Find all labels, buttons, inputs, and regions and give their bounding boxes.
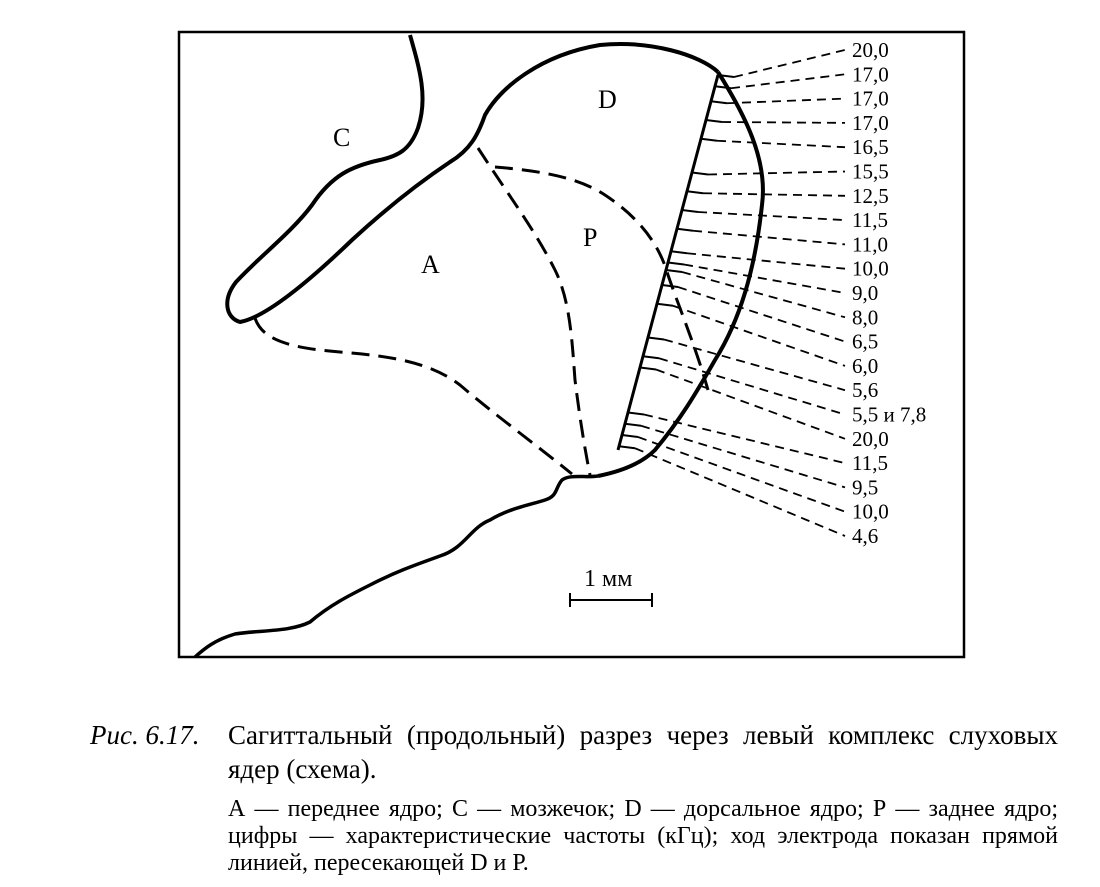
frequency-leader-line bbox=[734, 50, 845, 77]
frequency-leader-line bbox=[638, 437, 845, 512]
frequency-label: 9,0 bbox=[852, 281, 879, 305]
cerebellum-boundary bbox=[227, 35, 718, 322]
frequency-label: 17,0 bbox=[852, 110, 889, 135]
recording-site-mark bbox=[671, 251, 687, 253]
recording-site-mark bbox=[643, 356, 659, 358]
brainstem-boundary bbox=[195, 476, 598, 657]
frequency-leader-line bbox=[656, 370, 845, 439]
nuclei-outer-contour bbox=[598, 72, 763, 476]
recording-site-mark bbox=[701, 139, 717, 141]
recording-site-mark bbox=[625, 424, 641, 426]
recording-site-mark bbox=[682, 210, 698, 212]
region-label-C: C bbox=[333, 123, 351, 152]
recording-site-mark bbox=[711, 101, 727, 103]
frequency-labels bbox=[852, 38, 926, 548]
frequency-label: 6,0 bbox=[852, 353, 879, 378]
frequency-label: 4,6 bbox=[852, 524, 879, 548]
frequency-label: 8,0 bbox=[852, 305, 879, 330]
recording-site-mark bbox=[666, 270, 682, 272]
frequency-leader-line bbox=[717, 141, 845, 147]
recording-site-mark bbox=[677, 229, 693, 231]
frequency-label: 5,6 bbox=[852, 378, 879, 403]
frequency-leader-lines bbox=[619, 50, 845, 536]
frequency-label: 12,5 bbox=[852, 183, 889, 208]
frequency-label: 11,0 bbox=[852, 232, 888, 257]
dashed-boundary-D-P bbox=[495, 167, 708, 390]
recording-site-mark bbox=[692, 173, 708, 175]
dashed-boundary-A-P bbox=[478, 148, 590, 475]
frequency-leader-line bbox=[708, 172, 845, 175]
frequency-label: 11,5 bbox=[852, 451, 888, 476]
recording-site-mark bbox=[640, 368, 656, 370]
frequency-label: 10,0 bbox=[852, 256, 889, 281]
recording-site-mark bbox=[628, 413, 644, 415]
frequency-label: 10,0 bbox=[852, 499, 889, 524]
recording-site-mark bbox=[657, 304, 673, 306]
recording-site-mark bbox=[622, 435, 638, 437]
frequency-label: 20,0 bbox=[852, 426, 889, 451]
recording-site-mark bbox=[706, 120, 722, 122]
recording-site-mark bbox=[687, 191, 703, 193]
region-label-A: A bbox=[421, 250, 440, 279]
recording-site-mark bbox=[619, 446, 635, 448]
frequency-leader-line bbox=[693, 231, 845, 245]
region-label-P: P bbox=[583, 223, 598, 252]
frequency-label: 9,5 bbox=[852, 475, 879, 500]
frequency-leader-line bbox=[684, 265, 845, 294]
frequency-leader-line bbox=[644, 415, 845, 464]
figure-number: Рис. 6.17. bbox=[90, 720, 200, 750]
frequency-leader-line bbox=[687, 253, 845, 268]
frequency-label: 17,0 bbox=[852, 62, 889, 87]
region-label-D: D bbox=[598, 85, 617, 114]
frequency-label: 6,5 bbox=[852, 329, 879, 354]
frequency-leader-line bbox=[703, 193, 845, 196]
frequency-leader-line bbox=[698, 212, 845, 220]
figure-legend: А — переднее ядро; С — мозжечок; D — дорсальное ядро; Р — заднее ядро; цифры — характеристические частоты (кГц); ход электрода показан прямой линией, пересекающей D и Р. bbox=[228, 796, 1058, 876]
frequency-label: 16,5 bbox=[852, 135, 889, 160]
frequency-leader-line bbox=[727, 99, 845, 104]
frequency-label: 17,0 bbox=[852, 86, 889, 111]
frequency-leader-line bbox=[731, 74, 845, 88]
frequency-label: 20,0 bbox=[852, 38, 889, 62]
recording-site-mark bbox=[668, 263, 684, 265]
figure-title: Сагиттальный (продольный) разрез через левый комплекс слуховых ядер (схема). bbox=[228, 720, 1058, 784]
frequency-leader-line bbox=[722, 122, 845, 123]
recording-site-mark bbox=[662, 285, 678, 287]
scale-bar-label: 1 мм bbox=[584, 566, 633, 592]
frequency-label: 5,5 и 7,8 bbox=[852, 402, 927, 427]
frequency-leader-line bbox=[678, 287, 845, 342]
frequency-label: 15,5 bbox=[852, 159, 889, 184]
recording-site-mark bbox=[648, 338, 664, 340]
frequency-leader-line bbox=[641, 426, 845, 488]
frequency-leader-line bbox=[635, 448, 845, 536]
frequency-label: 11,5 bbox=[852, 208, 888, 233]
dashed-boundary-A-lower bbox=[255, 318, 572, 474]
